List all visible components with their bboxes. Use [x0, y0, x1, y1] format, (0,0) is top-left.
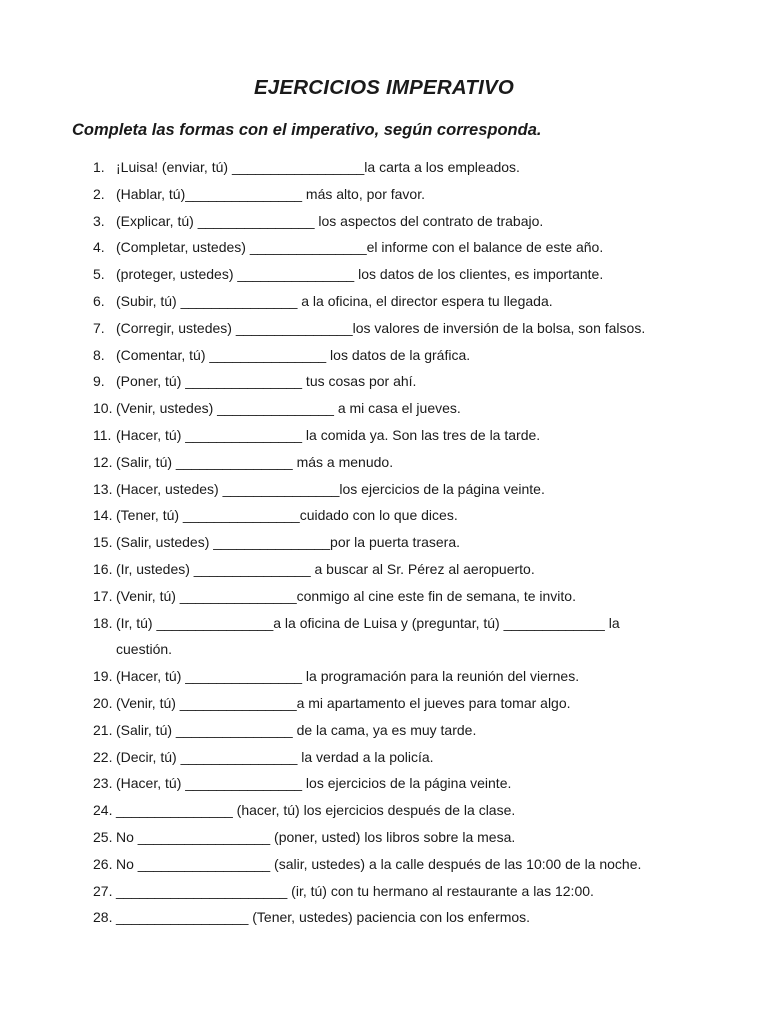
exercise-item	[0, 583, 768, 610]
instructions-text: Completa las formas con el imperativo, según corresponda.	[72, 121, 542, 139]
exercise-item	[0, 797, 768, 824]
exercise-item	[0, 449, 768, 476]
exercise-item	[0, 208, 768, 235]
exercise-number: 18.	[93, 614, 113, 631]
exercise-text: (Hacer, ustedes) _______________los ejercicios de la página veinte.	[116, 480, 545, 497]
exercise-item	[0, 904, 768, 931]
exercise-item	[0, 690, 768, 717]
exercise-list	[0, 154, 768, 931]
exercise-text: (Hacer, tú) _______________ la programación para la reunión del viernes.	[116, 668, 580, 685]
exercise-item	[0, 288, 768, 315]
exercise-number: 9.	[93, 373, 105, 390]
exercise-item	[0, 770, 768, 797]
exercise-item	[0, 315, 768, 342]
page-title: EJERCICIOS IMPERATIVO	[253, 76, 515, 99]
exercise-text: (Salir, ustedes) _______________por la puerta trasera.	[116, 534, 461, 551]
exercise-number: 25.	[93, 828, 113, 845]
exercise-item	[0, 663, 768, 690]
exercise-text: (Ir, ustedes) _______________ a buscar al Sr. Pérez al aeropuerto.	[116, 560, 535, 577]
exercise-number: 1.	[93, 159, 105, 175]
exercise-text: (Explicar, tú) _______________ los aspectos del contrato de trabajo.	[116, 212, 544, 229]
exercise-item	[0, 556, 768, 583]
exercise-item	[0, 395, 768, 422]
exercise-text: (Completar, ustedes) _______________el informe con el balance de este año.	[116, 239, 604, 256]
exercise-text: No _________________ (poner, usted) los libros sobre la mesa.	[116, 828, 516, 845]
exercise-number: 12.	[93, 453, 113, 470]
exercise-number: 8.	[93, 346, 105, 363]
exercise-text: (Ir, tú) _______________a la oficina de Luisa y (preguntar, tú) _____________ la	[116, 614, 620, 631]
exercise-text: (Subir, tú) _______________ a la oficina, el director espera tu llegada.	[116, 292, 553, 309]
exercise-text: (Comentar, tú) _______________ los datos de la gráfica.	[116, 346, 471, 363]
exercise-number: 23.	[93, 775, 113, 792]
exercise-item	[0, 717, 768, 744]
exercise-number: 3.	[93, 212, 105, 229]
exercise-text: (Venir, ustedes) _______________ a mi casa el jueves.	[116, 400, 461, 417]
exercise-number: 7.	[93, 319, 105, 336]
exercise-number: 2.	[93, 185, 105, 202]
exercise-number: 6.	[93, 292, 105, 309]
exercise-number: 22.	[93, 748, 113, 765]
exercise-number: 14.	[93, 507, 113, 524]
exercise-text: (Salir, tú) _______________ más a menudo.	[116, 453, 394, 470]
exercise-item	[0, 851, 768, 878]
exercise-item	[0, 502, 768, 529]
exercise-text: (Hacer, tú) _______________ la comida ya. Son las tres de la tarde.	[116, 426, 541, 443]
exercise-item	[0, 342, 768, 369]
exercise-text: (Venir, tú) _______________conmigo al cine este fin de semana, te invito.	[116, 587, 576, 604]
exercise-number: 11.	[93, 426, 112, 443]
exercise-text: (Decir, tú) _______________ la verdad a la policía.	[116, 748, 434, 765]
exercise-item	[0, 234, 768, 261]
exercise-text: (Corregir, ustedes) _______________los valores de inversión de la bolsa, son falsos.	[116, 319, 646, 336]
exercise-text: (Hablar, tú)_______________ más alto, por favor.	[116, 185, 425, 202]
exercise-text: ______________________ (ir, tú) con tu hermano al restaurante a las 12:00.	[116, 882, 594, 899]
exercise-text: ¡Luisa! (enviar, tú) _________________la carta a los empleados.	[116, 159, 520, 175]
exercise-number: 28.	[93, 909, 113, 926]
exercise-number: 5.	[93, 266, 105, 283]
exercise-number: 17.	[93, 587, 113, 604]
exercise-text: (Salir, tú) _______________ de la cama, ya es muy tarde.	[116, 721, 477, 738]
exercise-number: 24.	[93, 802, 113, 819]
exercise-text: (proteger, ustedes) _______________ los datos de los clientes, es importante.	[116, 266, 604, 283]
exercise-number: 26.	[93, 855, 113, 872]
exercise-text: _______________ (hacer, tú) los ejercicios después de la clase.	[116, 802, 516, 819]
exercise-text: _________________ (Tener, ustedes) paciencia con los enfermos.	[116, 909, 531, 926]
exercise-item	[0, 422, 768, 449]
exercise-item	[0, 610, 768, 664]
exercise-number: 10.	[93, 400, 113, 417]
exercise-item	[0, 476, 768, 503]
exercise-number: 4.	[93, 239, 105, 256]
exercise-number: 21.	[93, 721, 113, 738]
exercise-item	[0, 744, 768, 771]
exercise-text: No _________________ (salir, ustedes) a la calle después de las 10:00 de la noche.	[116, 855, 642, 872]
exercise-number: 19.	[93, 668, 113, 685]
exercise-text: (Tener, tú) _______________cuidado con lo que dices.	[116, 507, 458, 524]
exercise-item	[0, 529, 768, 556]
exercise-number: 16.	[93, 560, 113, 577]
exercise-number: 15.	[93, 534, 113, 551]
exercise-text: (Poner, tú) _______________ tus cosas por ahí.	[116, 373, 417, 390]
exercise-item	[0, 824, 768, 851]
exercise-item	[0, 181, 768, 208]
exercise-item	[0, 154, 768, 181]
exercise-number: 20.	[93, 694, 113, 711]
exercise-text: (Hacer, tú) _______________ los ejercicios de la página veinte.	[116, 775, 512, 792]
exercise-item	[0, 261, 768, 288]
exercise-text-continuation: cuestión.	[116, 641, 173, 658]
exercise-text: (Venir, tú) _______________a mi apartamento el jueves para tomar algo.	[116, 694, 571, 711]
exercise-item	[0, 878, 768, 905]
exercise-number: 13.	[93, 480, 113, 497]
exercise-number: 27.	[93, 882, 113, 899]
exercise-item	[0, 368, 768, 395]
